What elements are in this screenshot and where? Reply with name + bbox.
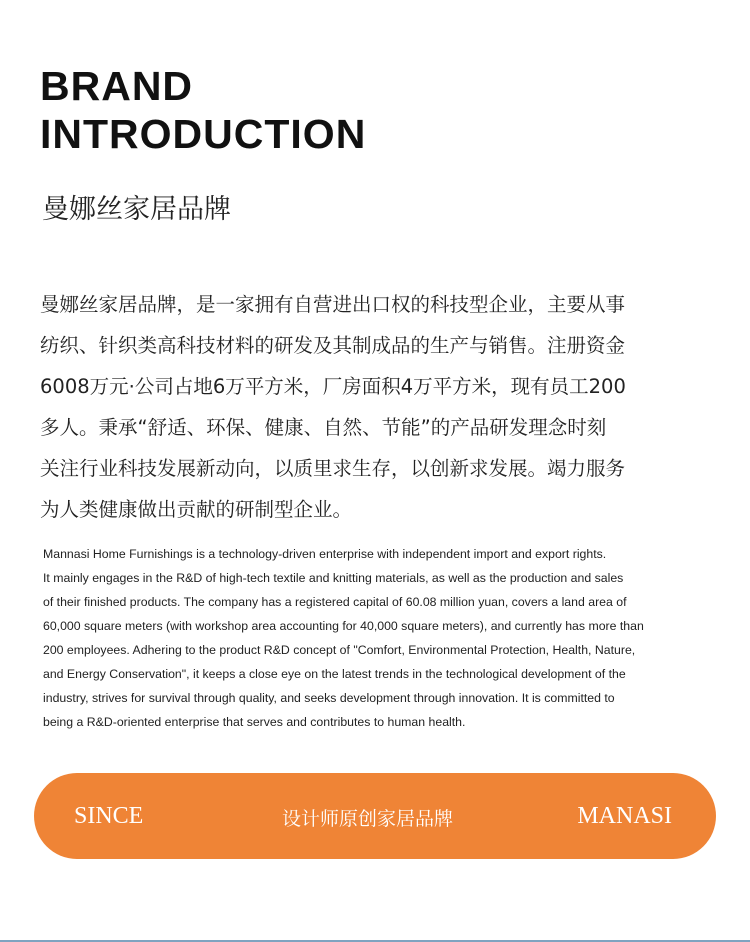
en-line: being a R&D-oriented enterprise that serves and contributes to human health. bbox=[43, 715, 466, 729]
page-title bbox=[40, 62, 366, 158]
cn-line: 6008万元·公司占地6万平方米，厂房面积4万平方米，现有员工200 bbox=[40, 375, 626, 398]
english-description bbox=[43, 542, 733, 734]
brand-banner bbox=[34, 773, 716, 859]
en-line: and Energy Conservation", it keeps a close eye on the latest trends in the technological development of the bbox=[43, 667, 626, 681]
en-line: It mainly engages in the R&D of high-tech textile and knitting materials, as well as the production and sales bbox=[43, 571, 624, 585]
cn-line: 为人类健康做出贡献的研制型企业。 bbox=[40, 498, 353, 521]
en-line: Mannasi Home Furnishings is a technology-driven enterprise with independent import and export rights. bbox=[43, 547, 607, 561]
en-line: 200 employees. Adhering to the product R&D concept of "Comfort, Environmental Protection, Health, Nature, bbox=[43, 643, 636, 657]
cn-line: 曼娜丝家居品牌，是一家拥有自营进出口权的科技型企业，主要从事 bbox=[40, 293, 626, 316]
cn-line: 关注行业科技发展新动向，以质里求生存，以创新求发展。竭力服务 bbox=[40, 457, 626, 480]
chinese-description bbox=[40, 284, 730, 530]
cn-line: 纺织、针织类高科技材料的研发及其制成品的生产与销售。注册资金 bbox=[40, 334, 626, 357]
en-line: 60,000 square meters (with workshop area accounting for 40,000 square meters), and currently has more than bbox=[43, 619, 644, 633]
banner-brand-name: MANASI bbox=[577, 803, 672, 829]
cn-line: 多人。秉承“舒适、环保、健康、自然、节能”的产品研发理念时刻 bbox=[40, 416, 607, 439]
banner-slogan: 设计师原创家居品牌 bbox=[282, 809, 454, 830]
en-line: of their finished products. The company has a registered capital of 60.08 million yuan, covers a land area of bbox=[43, 595, 627, 609]
banner-since: SINCE bbox=[74, 803, 144, 829]
title-line-2: INTRODUCTION bbox=[40, 111, 367, 157]
en-line: industry, strives for survival through quality, and seeks development through innovation. It is committed to bbox=[43, 691, 615, 705]
brand-subtitle: 曼娜丝家居品牌 bbox=[42, 194, 231, 225]
title-line-1: BRAND bbox=[40, 63, 194, 109]
